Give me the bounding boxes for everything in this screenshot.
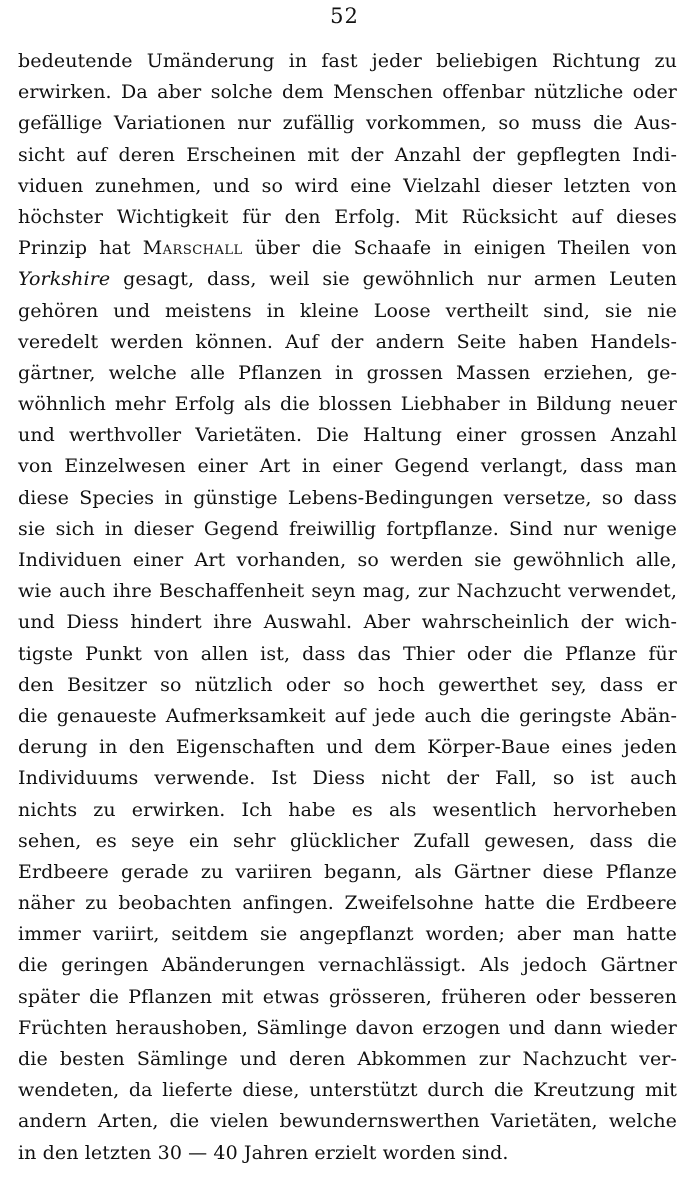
text-line: in den letzten 30 — 40 Jahren erzielt worden sind. [18, 1141, 509, 1164]
text-line: und werthvoller Varietäten. Die Haltung einer grossen Anzahl [18, 424, 677, 447]
text-line: sehen, es seye ein sehr glücklicher Zufall gewesen, dass die [18, 829, 677, 852]
text-line: später die Pflanzen mit etwas grösseren, früheren oder besseren [18, 985, 677, 1008]
text-line: wie auch ihre Beschaffenheit seyn mag, zur Nachzucht verwendet, [18, 580, 677, 603]
text-run: gesagt, dass, weil sie gewöhnlich nur armen Leuten [110, 268, 677, 291]
text-line: Individuums verwende. Ist Diess nicht der Fall, so ist auch [18, 767, 677, 790]
text-line: diese Species in günstige Lebens-Bedingungen versetze, so dass [18, 486, 677, 509]
text-line: wöhnlich mehr Erfolg als die blossen Liebhaber in Bildung neuer [18, 393, 677, 416]
text-line: andern Arten, die vielen bewundernswerthen Varietäten, welche [18, 1110, 677, 1133]
text-line: Individuen einer Art vorhanden, so werden sie gewöhnlich alle, [18, 549, 677, 571]
text-line: immer variirt, seitdem sie angepflanzt worden; aber man hatte [18, 923, 677, 946]
text-run: über die Schaafe in einigen Theilen von [242, 237, 677, 260]
text-line: Früchten heraushoben, Sämlinge davon erzogen und dann wieder [18, 1016, 677, 1039]
author-name: Marschall [142, 237, 243, 260]
text-line: höchster Wichtigkeit für den Erfolg. Mit Rücksicht auf dieses [18, 205, 677, 228]
text-line: und Diess hindert ihre Auswahl. Aber wahrscheinlich der wich- [18, 611, 677, 634]
text-line: den Besitzer so nützlich oder so hoch gewerthet sey, dass er [18, 673, 677, 696]
text-line: sie sich in dieser Gegend freiwillig fortpflanze. Sind nur wenige [18, 517, 677, 540]
text-line: gärtner, welche alle Pflanzen in grossen Massen erziehen, ge- [18, 361, 677, 384]
text-line: gehören und meistens in kleine Loose vertheilt sind, sie nie [18, 299, 677, 322]
text-line: erwirken. Da aber solche dem Menschen offenbar nützliche oder [18, 81, 677, 104]
text-line: von Einzelwesen einer Art in einer Gegend verlangt, dass man [18, 455, 677, 478]
text-line: gefällige Variationen nur zufällig vorkommen, so muss die Aus- [18, 112, 677, 135]
text-line: näher zu beobachten anfingen. Zweifelsohne hatte die Erdbeere [18, 892, 677, 915]
text-line: bedeutende Umänderung in fast jeder beliebigen Richtung zu [18, 50, 677, 72]
place-name: Yorkshire [18, 268, 111, 291]
text-line: veredelt werden können. Auf der andern Seite haben Handels- [18, 330, 677, 353]
text-line [18, 264, 677, 295]
page-number: 52 [330, 4, 359, 28]
text-line: viduen zunehmen, und so wird eine Vielzahl dieser letzten von [18, 174, 677, 197]
text-line [18, 233, 677, 264]
text-run: Prinzip hat [18, 237, 143, 260]
text-line: Erdbeere gerade zu variiren begann, als Gärtner diese Pflanze [18, 860, 677, 883]
text-line: nichts zu erwirken. Ich habe es als wesentlich hervorheben [18, 798, 677, 821]
text-line: die genaueste Aufmerksamkeit auf jede auch die geringste Abän- [18, 704, 677, 727]
text-line: die besten Sämlinge und deren Abkommen zur Nachzucht ver- [18, 1048, 677, 1070]
text-line: derung in den Eigenschaften und dem Körper-Baue eines jeden [18, 736, 677, 759]
text-line: die geringen Abänderungen vernachlässigt. Als jedoch Gärtner [18, 954, 677, 977]
text-line: tigste Punkt von allen ist, dass das Thier oder die Pflanze für [18, 642, 677, 665]
text-line: wendeten, da lieferte diese, unterstützt durch die Kreutzung mit [18, 1079, 677, 1102]
body-text [18, 46, 677, 1169]
text-line: sicht auf deren Erscheinen mit der Anzahl der gepflegten Indi- [18, 143, 677, 166]
